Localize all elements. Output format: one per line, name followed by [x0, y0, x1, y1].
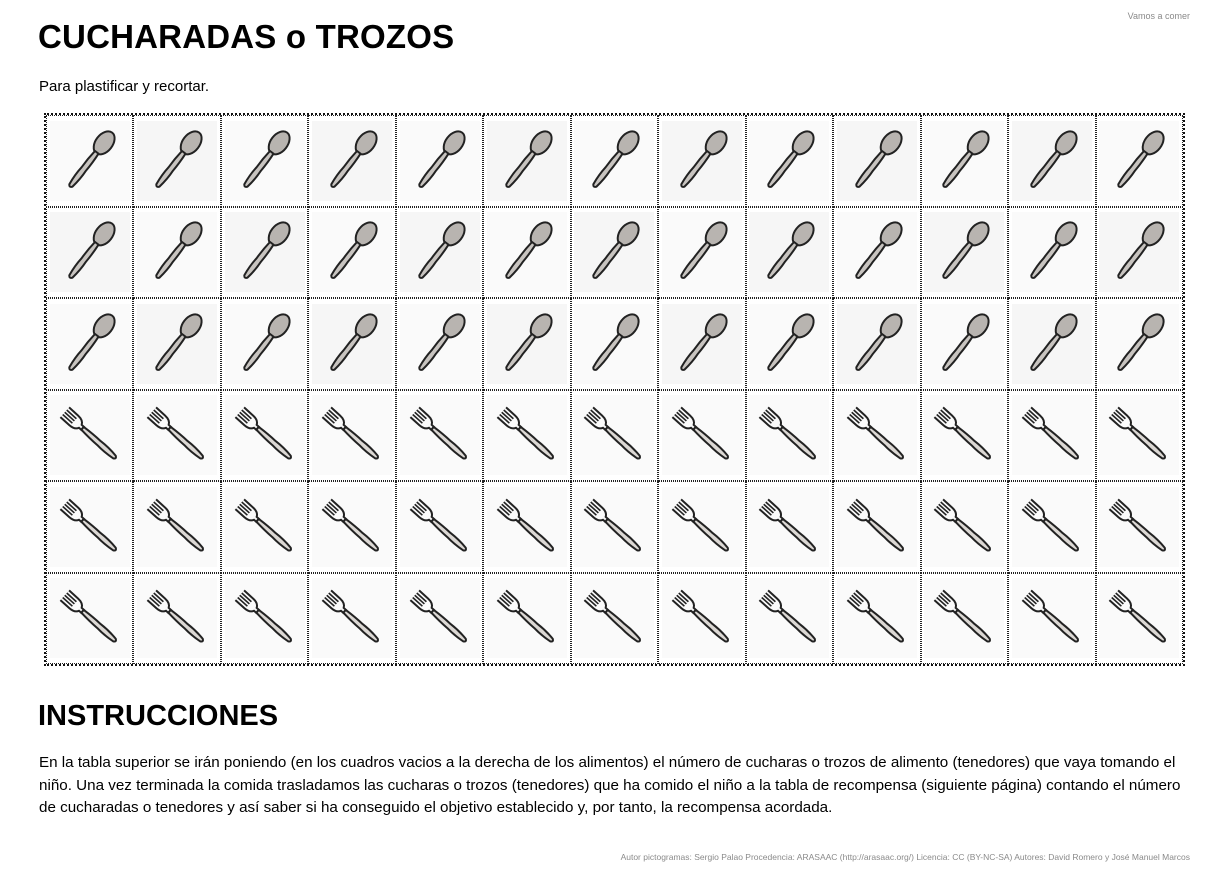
grid-cell	[921, 390, 1008, 482]
spoon-icon	[312, 212, 392, 292]
grid-cell	[396, 207, 483, 299]
grid-cell	[133, 390, 220, 482]
grid-cell	[308, 481, 395, 573]
fork-icon	[225, 487, 305, 567]
grid-cell	[483, 481, 570, 573]
grid-cell	[221, 207, 308, 299]
grid-cell	[133, 481, 220, 573]
grid-cell	[1008, 573, 1095, 665]
grid-cell	[1008, 390, 1095, 482]
grid-cell	[658, 573, 745, 665]
grid-cell	[1096, 390, 1183, 482]
grid-cell	[571, 207, 658, 299]
fork-icon	[137, 487, 217, 567]
grid-cell	[46, 390, 133, 482]
grid-cell	[921, 115, 1008, 207]
fork-icon	[662, 395, 742, 475]
spoon-icon	[400, 121, 480, 201]
cutout-grid	[44, 113, 1185, 666]
spoon-icon	[137, 304, 217, 384]
fork-icon	[312, 487, 392, 567]
fork-icon	[487, 395, 567, 475]
fork-icon	[837, 578, 917, 658]
instructions-title: INSTRUCCIONES	[38, 700, 279, 732]
fork-icon	[487, 578, 567, 658]
spoon-icon	[137, 121, 217, 201]
fork-icon	[225, 578, 305, 658]
fork-icon	[1099, 395, 1179, 475]
grid-cell	[1096, 481, 1183, 573]
grid-cell	[221, 481, 308, 573]
grid-cell	[833, 390, 920, 482]
grid-cell	[571, 573, 658, 665]
spoon-icon	[400, 212, 480, 292]
grid-cell	[46, 207, 133, 299]
grid-cell	[1008, 481, 1095, 573]
fork-icon	[662, 487, 742, 567]
fork-icon	[924, 395, 1004, 475]
fork-icon	[924, 487, 1004, 567]
grid-cell	[658, 207, 745, 299]
grid-cell	[571, 390, 658, 482]
grid-cell	[396, 115, 483, 207]
grid-cell	[483, 207, 570, 299]
grid-cell	[483, 573, 570, 665]
fork-icon	[574, 578, 654, 658]
grid-cell	[221, 390, 308, 482]
grid-cell	[46, 298, 133, 390]
fork-icon	[50, 487, 130, 567]
grid-cell	[833, 481, 920, 573]
grid-cell	[1096, 298, 1183, 390]
fork-icon	[1099, 487, 1179, 567]
spoon-icon	[837, 212, 917, 292]
grid-cell	[746, 573, 833, 665]
grid-cell	[833, 115, 920, 207]
spoon-icon	[487, 304, 567, 384]
spoon-icon	[1012, 304, 1092, 384]
spoon-icon	[837, 121, 917, 201]
grid-cell	[746, 390, 833, 482]
grid-cell	[396, 298, 483, 390]
spoon-icon	[137, 212, 217, 292]
spoon-icon	[312, 121, 392, 201]
grid-cell	[658, 115, 745, 207]
spoon-icon	[487, 212, 567, 292]
fork-icon	[225, 395, 305, 475]
fork-icon	[312, 395, 392, 475]
spoon-icon	[225, 304, 305, 384]
grid-cell	[1096, 207, 1183, 299]
fork-icon	[312, 578, 392, 658]
grid-cell	[46, 115, 133, 207]
instructions-text: En la tabla superior se irán poniendo (en los cuadros vacios a la derecha de los alimentos) el número de cucharas o trozos de alimento (tenedores) que vaya tomando el niño. Una vez terminada la comida trasladamos las cucharas o trozos (tenedores) que ha comido el niño a la tabla de recompensa (siguiente página) contando el número de cucharadas o tenedores y así saber si ha conseguido el objetivo establecido y, por tanto, la recompensa acordada.	[39, 754, 1181, 816]
grid-cell	[483, 390, 570, 482]
grid-cell	[1008, 298, 1095, 390]
spoon-icon	[574, 304, 654, 384]
spoon-icon	[662, 121, 742, 201]
grid-cell	[308, 298, 395, 390]
header-note: Vamos a comer	[1127, 11, 1190, 21]
spoon-icon	[50, 121, 130, 201]
fork-icon	[1012, 395, 1092, 475]
spoon-icon	[924, 121, 1004, 201]
page-title: CUCHARADAS o TROZOS	[38, 18, 455, 55]
grid-cell	[133, 115, 220, 207]
spoon-icon	[837, 304, 917, 384]
grid-cell	[1008, 115, 1095, 207]
grid-cell	[746, 298, 833, 390]
fork-icon	[400, 578, 480, 658]
grid-cell	[1096, 573, 1183, 665]
spoon-icon	[662, 304, 742, 384]
grid-cell	[46, 481, 133, 573]
grid-cell	[571, 481, 658, 573]
fork-icon	[924, 578, 1004, 658]
spoon-icon	[662, 212, 742, 292]
spoon-icon	[312, 304, 392, 384]
grid-cell	[308, 390, 395, 482]
fork-icon	[137, 395, 217, 475]
grid-cell	[133, 207, 220, 299]
spoon-icon	[924, 304, 1004, 384]
grid-cell	[46, 573, 133, 665]
grid-cell	[571, 298, 658, 390]
spoon-icon	[574, 121, 654, 201]
grid-cell	[921, 298, 1008, 390]
grid-cell	[833, 298, 920, 390]
fork-icon	[400, 395, 480, 475]
grid-cell	[571, 115, 658, 207]
spoon-icon	[225, 121, 305, 201]
grid-cell	[133, 298, 220, 390]
grid-cell	[833, 207, 920, 299]
grid-cell	[658, 298, 745, 390]
grid-cell	[658, 481, 745, 573]
grid-cell	[221, 115, 308, 207]
spoon-icon	[749, 121, 829, 201]
fork-icon	[50, 395, 130, 475]
spoon-icon	[749, 304, 829, 384]
grid-cell	[483, 115, 570, 207]
fork-icon	[1012, 487, 1092, 567]
fork-icon	[662, 578, 742, 658]
spoon-icon	[1099, 121, 1179, 201]
grid-cell	[833, 573, 920, 665]
fork-icon	[1012, 578, 1092, 658]
grid-cell	[221, 573, 308, 665]
spoon-icon	[225, 212, 305, 292]
fork-icon	[574, 395, 654, 475]
fork-icon	[749, 487, 829, 567]
grid-cell	[221, 298, 308, 390]
spoon-icon	[749, 212, 829, 292]
grid-cell	[1008, 207, 1095, 299]
grid-cell	[133, 573, 220, 665]
grid-cell	[483, 298, 570, 390]
grid-cell	[746, 481, 833, 573]
grid-cell	[746, 115, 833, 207]
grid-cell	[1096, 115, 1183, 207]
grid-cell	[921, 573, 1008, 665]
spoon-icon	[574, 212, 654, 292]
grid-cell	[921, 481, 1008, 573]
fork-icon	[400, 487, 480, 567]
grid-cell	[396, 573, 483, 665]
footer-credits: Autor pictogramas: Sergio Palao Procedencia: ARASAAC (http://arasaac.org/) Licencia: CC (BY-NC-SA) Autores: David Romero y José Manuel Marcos	[620, 852, 1190, 862]
fork-icon	[137, 578, 217, 658]
spoon-icon	[50, 212, 130, 292]
grid-cell	[396, 481, 483, 573]
fork-icon	[1099, 578, 1179, 658]
fork-icon	[487, 487, 567, 567]
grid-cell	[308, 573, 395, 665]
spoon-icon	[1012, 212, 1092, 292]
spoon-icon	[1099, 212, 1179, 292]
grid-cell	[396, 390, 483, 482]
spoon-icon	[400, 304, 480, 384]
grid-cell	[921, 207, 1008, 299]
grid-cell	[308, 115, 395, 207]
fork-icon	[837, 487, 917, 567]
spoon-icon	[50, 304, 130, 384]
fork-icon	[749, 395, 829, 475]
grid-cell	[658, 390, 745, 482]
fork-icon	[837, 395, 917, 475]
subtitle: Para plastificar y recortar.	[39, 78, 210, 95]
fork-icon	[50, 578, 130, 658]
spoon-icon	[924, 212, 1004, 292]
spoon-icon	[1099, 304, 1179, 384]
grid-cell	[746, 207, 833, 299]
spoon-icon	[487, 121, 567, 201]
grid-cell	[308, 207, 395, 299]
fork-icon	[574, 487, 654, 567]
fork-icon	[749, 578, 829, 658]
spoon-icon	[1012, 121, 1092, 201]
